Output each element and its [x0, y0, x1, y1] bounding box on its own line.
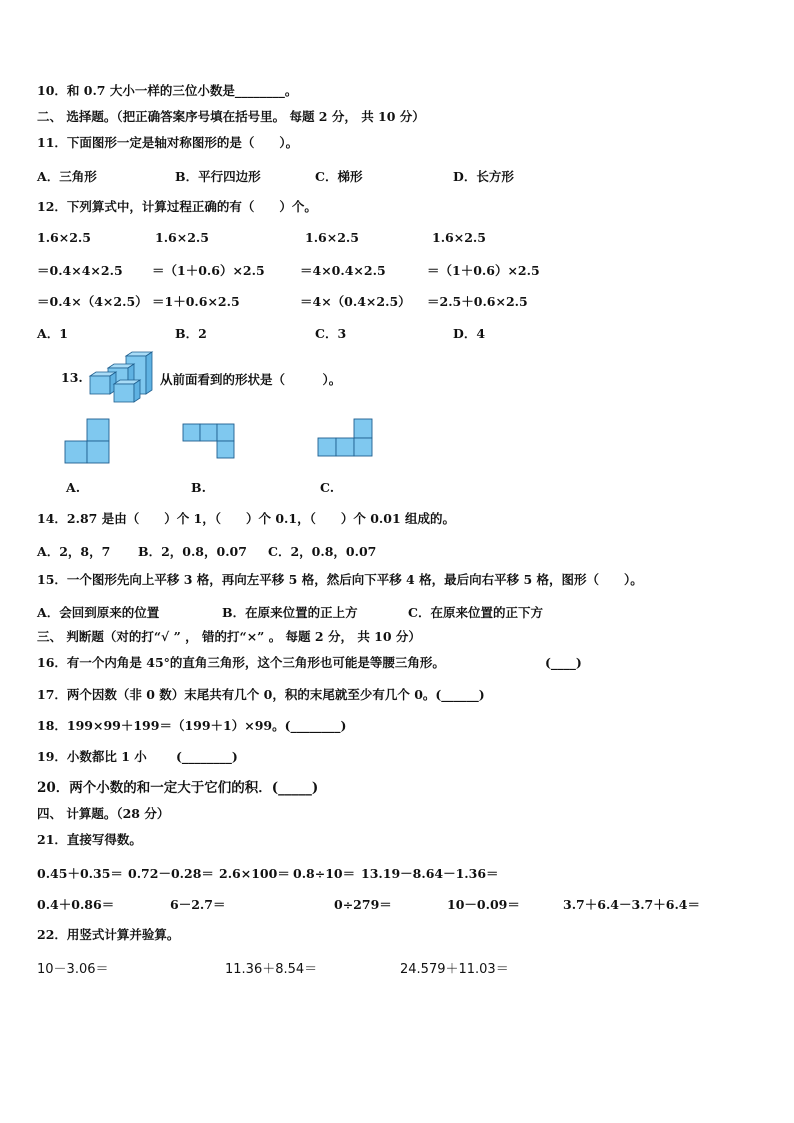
- question-14-stem: 14．2.87 是由（ ）个 1，（ ）个 0.1，（ ）个 0.01 组成的。: [37, 511, 455, 526]
- q13-option-c-shape: [317, 418, 374, 458]
- q11-option-b: B．平行四边形: [175, 169, 261, 184]
- q15-option-a: A．会回到原来的位置: [37, 605, 160, 620]
- q12-cell: ＝4×0.4×2.5: [300, 263, 386, 278]
- q21-item: 10－0.09＝: [447, 897, 520, 912]
- question-19-stem: 19．小数都比 1 小: [37, 749, 147, 764]
- q21-item: 0.45＋0.35＝: [37, 866, 123, 881]
- q21-item: 0.4＋0.86＝: [37, 897, 115, 912]
- q12-cell: ＝（1＋0.6）×2.5: [427, 263, 540, 278]
- q13-number: 13.: [61, 370, 83, 385]
- q11-option-a: A．三角形: [37, 169, 97, 184]
- section-3-heading: 三、 判断题（对的打“√ ” ， 错的打“×” 。 每题 2 分， 共 10 分）: [37, 629, 421, 644]
- q13-option-c: C.: [320, 480, 335, 495]
- q22-item: 24.579＋11.03＝: [400, 962, 509, 977]
- question-15-stem: 15．一个图形先向上平移 3 格，再向左平移 5 格，然后向下平移 4 格，最后向右平移 5 格，图形（ ）。: [37, 572, 643, 587]
- q14-option-a: A．2，8，7: [37, 544, 111, 559]
- q12-cell: 1.6×2.5: [37, 230, 91, 245]
- q12-option-c: C．3: [315, 326, 347, 341]
- question-12-stem: 12．下列算式中，计算过程正确的有（ ）个。: [37, 199, 317, 214]
- q12-cell: 1.6×2.5: [305, 230, 359, 245]
- section-2-heading: 二、 选择题。（把正确答案序号填在括号里。 每题 2 分， 共 10 分）: [37, 109, 425, 124]
- question-22-stem: 22．用竖式计算并验算。: [37, 927, 180, 942]
- q21-item: 2.6×100＝: [219, 866, 290, 881]
- q13-cube-figure: [88, 350, 158, 404]
- q12-option-d: D．4: [453, 326, 486, 341]
- q21-item: 0.8÷10＝: [293, 866, 356, 881]
- q22-item: 11.36＋8.54＝: [225, 962, 318, 977]
- q13-option-b: B.: [191, 480, 206, 495]
- question-21-stem: 21．直接写得数。: [37, 832, 142, 847]
- question-18: 18．199×99＋199＝（199＋1）×99。(________): [37, 718, 347, 733]
- q21-item: 13.19－8.64－1.36＝: [361, 866, 499, 881]
- question-20: 20．两个小数的和一定大于它们的积．(_____): [37, 780, 319, 796]
- q19-answer-blank[interactable]: (________): [176, 749, 238, 764]
- q22-item: 10－3.06＝: [37, 962, 109, 977]
- q12-cell: ＝1＋0.6×2.5: [152, 294, 240, 309]
- q15-option-b: B．在原来位置的正上方: [222, 605, 358, 620]
- q21-item: 0÷279＝: [334, 897, 392, 912]
- q11-option-d: D．长方形: [453, 169, 514, 184]
- q14-option-b: B．2，0.8，0.07: [138, 544, 247, 559]
- q21-item: 3.7＋6.4－3.7＋6.4＝: [563, 897, 700, 912]
- q21-item: 6－2.7＝: [170, 897, 226, 912]
- q14-option-c: C．2，0.8，0.07: [268, 544, 377, 559]
- q12-option-a: A．1: [37, 326, 68, 341]
- q15-option-c: C．在原来位置的正下方: [408, 605, 543, 620]
- q13-option-a-shape: [64, 418, 110, 464]
- q13-option-a: A.: [66, 480, 81, 495]
- q13-stem: 从前面看到的形状是（ ）。: [160, 372, 342, 387]
- q13-option-b-shape: [182, 423, 236, 459]
- question-10: 10．和 0.7 大小一样的三位小数是________。: [37, 83, 298, 98]
- q11-option-c: C．梯形: [315, 169, 363, 184]
- q12-cell: ＝4×（0.4×2.5）: [300, 294, 411, 309]
- q21-item: 0.72－0.28＝: [128, 866, 214, 881]
- section-4-heading: 四、 计算题。（28 分）: [37, 806, 170, 821]
- q16-answer-blank[interactable]: (____): [545, 655, 582, 670]
- question-16-stem: 16．有一个内角是 45°的直角三角形，这个三角形也可能是等腰三角形。: [37, 655, 445, 670]
- question-11-stem: 11．下面图形一定是轴对称图形的是（ ）。: [37, 135, 299, 150]
- q12-cell: 1.6×2.5: [432, 230, 486, 245]
- q12-cell: ＝0.4×4×2.5: [37, 263, 123, 278]
- question-17: 17．两个因数（非 0 数）末尾共有几个 0，积的末尾就至少有几个 0。(______): [37, 687, 485, 702]
- q12-option-b: B．2: [175, 326, 207, 341]
- q12-cell: ＝2.5＋0.6×2.5: [427, 294, 528, 309]
- q12-cell: ＝（1＋0.6）×2.5: [152, 263, 265, 278]
- q12-cell: 1.6×2.5: [155, 230, 209, 245]
- q12-cell: ＝0.4×（4×2.5）: [37, 294, 148, 309]
